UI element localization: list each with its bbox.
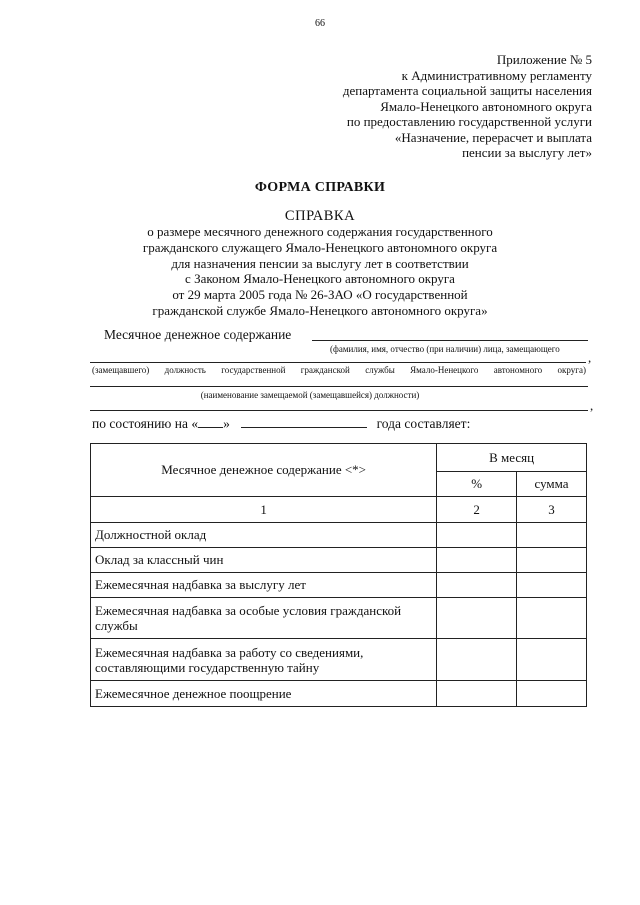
comma: , xyxy=(590,398,594,413)
row-label: Оклад за классный чин xyxy=(91,548,437,573)
appendix-line: департамента социальной защиты населения xyxy=(342,83,592,98)
table-row xyxy=(91,681,587,707)
column-number: 1 xyxy=(91,497,437,523)
row-label: Ежемесячная надбавка за особые условия гражданской службы xyxy=(91,598,437,639)
appendix-line: к Административному регламенту xyxy=(401,67,592,83)
column-number: 2 xyxy=(437,497,517,523)
percent-cell[interactable] xyxy=(437,548,517,573)
appendix-line: по предоставлению государственной услуги xyxy=(346,114,592,129)
table-row xyxy=(91,523,587,548)
certificate-title: СПРАВКА xyxy=(284,208,356,224)
date-row xyxy=(92,416,470,432)
column-number: 3 xyxy=(517,497,587,523)
salary-table xyxy=(90,443,587,707)
certificate-line: для назначения пенсии за выслугу лет в соответствии xyxy=(171,255,469,271)
position-caption: (замещавшего) должность государственной гражданской службы Ямало-Ненецкого автономного округа) xyxy=(92,365,586,375)
table-row xyxy=(91,548,587,573)
certificate-line: о размере месячного денежного содержания государственного xyxy=(147,224,493,239)
name-fill-line[interactable] xyxy=(312,340,588,341)
day-fill-line[interactable] xyxy=(198,417,223,428)
sum-cell[interactable] xyxy=(517,523,587,548)
sum-cell[interactable] xyxy=(517,573,587,598)
table-row xyxy=(91,573,587,598)
appendix-line: пенсии за выслугу лет» xyxy=(462,145,592,160)
page-number: 66 xyxy=(315,18,325,29)
form-title: ФОРМА СПРАВКИ xyxy=(254,180,386,195)
row-label: Ежемесячная надбавка за работу со сведениями, составляющими государственную тайну xyxy=(91,639,437,681)
sum-cell[interactable] xyxy=(517,548,587,573)
table-row xyxy=(91,598,587,639)
name-continuation-fill-line[interactable] xyxy=(90,362,586,363)
row-label: Ежемесячное денежное поощрение xyxy=(91,681,437,707)
header-per-month: В месяц xyxy=(437,444,587,472)
date-prefix: по состоянию на « xyxy=(92,416,199,431)
table-row xyxy=(91,639,587,681)
post-name-caption: (наименование замещаемой (замещавшейся) должности) xyxy=(200,390,420,400)
comma: , xyxy=(588,350,592,365)
certificate-description xyxy=(0,224,640,319)
certificate-line: гражданского служащего Ямало-Ненецкого автономного округа xyxy=(142,239,498,255)
header-monthly-content: Месячное денежное содержание <*> xyxy=(91,444,437,497)
percent-cell[interactable] xyxy=(437,639,517,681)
certificate-line: от 29 марта 2005 года № 26-ЗАО «О государственной xyxy=(172,287,468,303)
header-sum: сумма xyxy=(517,472,587,497)
percent-cell[interactable] xyxy=(437,573,517,598)
appendix-header xyxy=(343,52,592,161)
certificate-line: гражданской службе Ямало-Ненецкого автономного округа» xyxy=(152,302,488,318)
appendix-line: «Назначение, перерасчет и выплата xyxy=(394,129,592,145)
percent-cell[interactable] xyxy=(437,681,517,707)
date-suffix: года составляет: xyxy=(376,416,471,431)
name-caption: (фамилия, имя, отчество (при наличии) лица, замещающего xyxy=(330,344,560,354)
monthly-label: Месячное денежное содержание xyxy=(104,327,292,342)
date-mid: » xyxy=(223,416,230,431)
appendix-line: Приложение № 5 xyxy=(496,52,592,67)
position-fill-line[interactable] xyxy=(90,386,588,387)
header-percent: % xyxy=(437,472,517,497)
percent-cell[interactable] xyxy=(437,598,517,639)
certificate-line: с Законом Ямало-Ненецкого автономного округа xyxy=(185,271,455,287)
row-label: Должностной оклад xyxy=(91,523,437,548)
sum-cell[interactable] xyxy=(517,639,587,681)
sum-cell[interactable] xyxy=(517,598,587,639)
sum-cell[interactable] xyxy=(517,681,587,707)
post-name-fill-line[interactable] xyxy=(90,410,588,411)
row-label: Ежемесячная надбавка за выслугу лет xyxy=(91,573,437,598)
percent-cell[interactable] xyxy=(437,523,517,548)
month-year-fill-line[interactable] xyxy=(241,417,367,428)
appendix-line: Ямало-Ненецкого автономного округа xyxy=(380,98,592,114)
